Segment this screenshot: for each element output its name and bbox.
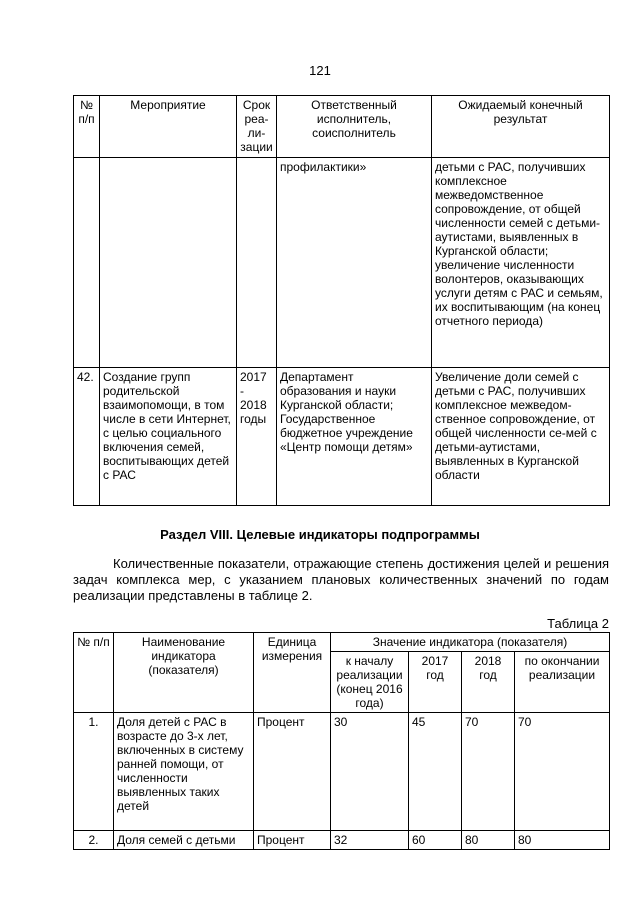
header-unit: Единица измерения [254,633,331,713]
cell-2017: 60 [409,831,462,850]
cell-result: Увеличение доли семей с детьми с РАС, получивших комплексное межведом-ственное сопровождение, от общей численности се-мей с детьми-аутистами, выявленных в Курганской области [432,368,610,506]
page-number: 121 [309,63,331,78]
cell-end: 80 [515,831,610,850]
header-num: № п/п [74,633,114,713]
table-row [74,368,610,506]
indicators-header-row [74,633,610,652]
cell-term: 2017 - 2018 годы [237,368,277,506]
cell-executor: профилактики» [277,158,432,368]
section-title: Раздел VIII. Целевые индикаторы подпрограммы [160,527,480,542]
header-activity: Мероприятие [100,96,237,158]
cell-num: 2. [74,831,114,850]
header-value: Значение индикатора (показателя) [331,633,610,652]
indicators-table [73,632,610,850]
cell-name: Доля детей с РАС в возрасте до 3-х лет, включенных в систему ранней помощи, от численности выявленных таких детей [114,713,254,831]
cell-2018: 70 [462,713,515,831]
cell-start: 32 [331,831,409,850]
cell-num: 1. [74,713,114,831]
cell-executor: Департамент образования и науки Курганской области; Государственное бюджетное учреждение «Центр помощи детям» [277,368,432,506]
cell-2017: 45 [409,713,462,831]
activities-table [73,95,610,506]
header-end: по окончании реализации [515,652,610,713]
cell-num: 42. [74,368,100,506]
body-paragraph: Количественные показатели, отражающие степень достижения целей и решения задач комплекса мер, с указанием плановых количественных значений по годам реализации представлены в таблице 2. [73,556,609,603]
header-2018: 2018 год [462,652,515,713]
activities-header-row [74,96,610,158]
table-row [74,713,610,831]
cell-activity: Создание групп родительской взаимопомощи, в том числе в сети Интернет, с целью социального включения семей, воспитывающих детей с РАС [100,368,237,506]
table-label: Таблица 2 [547,616,609,631]
cell-name: Доля семей с детьми [114,831,254,850]
header-name: Наименование индикатора (показателя) [114,633,254,713]
cell-end: 70 [515,713,610,831]
cell-activity [100,158,237,368]
cell-2018: 80 [462,831,515,850]
table-row [74,158,610,368]
cell-num [74,158,100,368]
header-result: Ожидаемый конечный результат [432,96,610,158]
header-2017: 2017 год [409,652,462,713]
cell-term [237,158,277,368]
table-row [74,831,610,850]
header-executor: Ответственный исполнитель, соисполнитель [277,96,432,158]
header-num: № п/п [74,96,100,158]
cell-unit: Процент [254,831,331,850]
header-term: Срок реа-ли-зации [237,96,277,158]
cell-unit: Процент [254,713,331,831]
cell-result: детьми с РАС, получивших комплексное межведомственное сопровождение, от общей численности семей с детьми-аутистами, выявленных в Курганской области; увеличение численности волонтеров, оказывающих услуги детям с РАС и семьям, их воспитывающим (на конец отчетного периода) [432,158,610,368]
cell-start: 30 [331,713,409,831]
header-start: к началу реализации (конец 2016 года) [331,652,409,713]
